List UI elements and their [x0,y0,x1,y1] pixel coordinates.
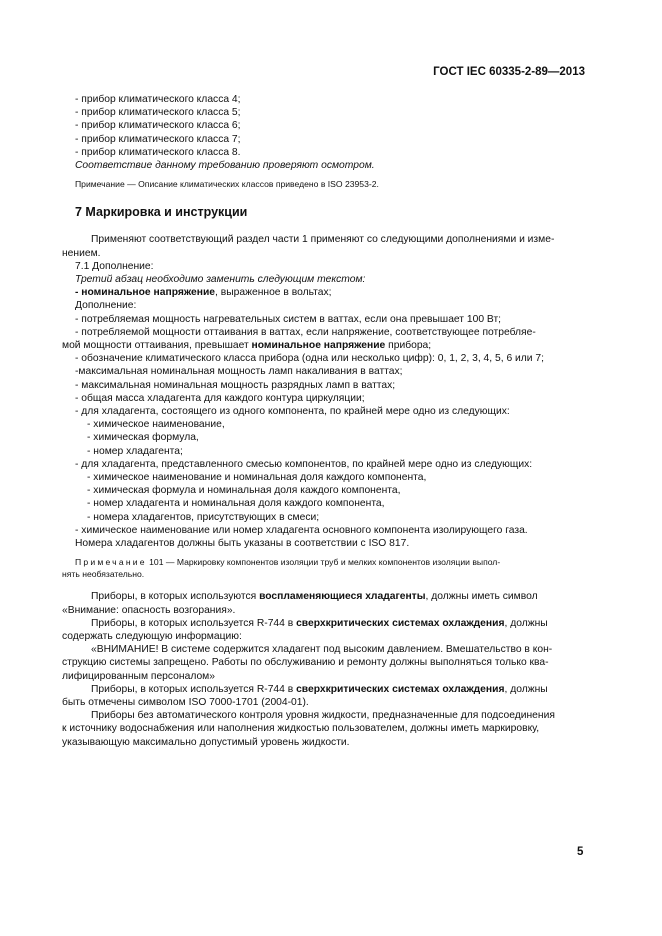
list-item: - потребляемой мощности оттаивания в ваттах, если напряжение, соответствующее потребляе- [75,326,536,338]
note-101 [75,556,583,568]
text-run: Приборы, в которых используется R-744 в [91,683,297,695]
sub-list-item: - номера хладагентов, присутствующих в смеси; [87,511,320,523]
note-101-continuation: нять необязательно. [62,569,145,580]
list-item: - химическое наименование или номер хладагента основного компонента изолирующего газа. [75,524,528,536]
text-run: , выраженное в вольтах; [215,287,332,299]
paragraph-line: содержать следующую информацию: [62,630,242,642]
paragraph-line: Применяют соответствующий раздел части 1 применяют со следующими дополнениями и изме- [91,234,555,246]
sub-list-item: - номер хладагента; [87,445,183,457]
page-number: 5 [577,846,584,858]
subclause-title: 7.1 Дополнение: [75,260,154,272]
bold-term: сверхкритических системах охлаждения [296,683,505,695]
list-item [75,286,583,299]
list-item: - прибор климатического класса 8. [75,146,241,158]
text-run: Приборы, в которых используется R-744 в [91,617,297,629]
text-run: , должны иметь символ [425,591,538,603]
list-item: - прибор климатического класса 7; [75,133,241,145]
warning-line: лифицированным персоналом» [62,670,215,682]
paragraph-line: Приборы без автоматического контроля уровня жидкости, предназначенные для подсоединения [91,710,555,722]
note-climate-classes: Примечание — Описание климатических классов приведено в ISO 23953-2. [75,179,379,190]
text-run: , должны [504,617,548,629]
page-body [62,93,583,749]
paragraph-line [75,590,583,603]
list-item: - прибор климатического класса 4; [75,94,241,105]
bold-term: номинальное напряжение [251,340,386,352]
note-label: Примечание [75,557,147,568]
paragraph-line [75,683,583,696]
replace-instruction: Третий абзац необходимо заменить следующим текстом: [75,274,366,286]
bold-term: воспламеняющиеся хладагенты [259,591,426,603]
sub-list-item: - химическая формула и номинальная доля каждого компонента, [87,485,401,497]
text-run: , должны [504,683,548,695]
list-item: - потребляемая мощность нагревательных систем в ваттах, если она превышает 100 Вт; [75,313,502,325]
paragraph-line: быть отмечены символом ISO 7000-1701 (2004-01). [62,696,309,708]
list-item: - для хладагента, представленного смесью компонентов, по крайней мере одно из следующих: [75,458,533,470]
list-item: - прибор климатического класса 6; [75,120,241,132]
section-title: 7 Маркировка и инструкции [75,205,248,220]
text-run: Приборы, в которых используются [91,591,260,603]
list-item: - для хладагента, состоящего из одного компонента, по крайней мере одно из следующих: [75,406,510,418]
paragraph-line: нением. [62,247,101,259]
paragraph-line: «Внимание: опасность возгорания». [62,604,236,616]
list-item: - прибор климатического класса 5; [75,107,241,119]
list-item-continuation [62,339,583,352]
warning-line: «ВНИМАНИЕ! В системе содержится хладагент под высоким давлением. Вмешательство в кон- [91,644,553,656]
conformity-check: Соответствие данному требованию проверяют осмотром. [75,160,375,172]
list-item: -максимальная номинальная мощность ламп накаливания в ваттах; [75,366,403,378]
list-item: - общая масса хладагента для каждого контура циркуляции; [75,392,365,404]
document-header: ГОСТ IEC 60335-2-89—2013 [433,66,585,78]
paragraph-line [75,617,583,630]
addition-label: Дополнение: [75,300,137,312]
sub-list-item: - химическое наименование, [87,419,225,431]
paragraph-line: указывающую максимально допустимый уровень жидкости. [62,736,350,748]
sub-list-item: - химическое наименование и номинальная доля каждого компонента, [87,472,427,484]
list-item: - максимальная номинальная мощность разрядных ламп в ваттах; [75,379,396,391]
bold-term: - номинальное напряжение [75,287,216,299]
warning-line: струкцию системы запрещено. Работы по обслуживанию и ремонту должны выполняться только ква- [62,657,549,669]
text-run: прибора; [385,340,432,352]
sub-list-item: - номер хладагента и номинальная доля каждого компонента, [87,498,385,510]
text-run: 101 — Маркировку компонентов изоляции труб и мелких компонентов изоляции выпол- [146,557,501,568]
list-item: - обозначение климатического класса прибора (одна или несколько цифр): 0, 1, 2, 3, 4, 5, 6 или 7; [75,353,544,365]
sub-list-item: - химическая формула, [87,432,199,444]
paragraph-line: Номера хладагентов должны быть указаны в соответствии с ISO 817. [75,538,410,550]
bold-term: сверхкритических системах охлаждения [296,617,505,629]
paragraph-line: к источнику водоснабжения или наполнения жидкостью пользователем, должны иметь маркировку, [62,723,540,735]
text-run: мой мощности оттаивания, превышает [62,340,252,352]
